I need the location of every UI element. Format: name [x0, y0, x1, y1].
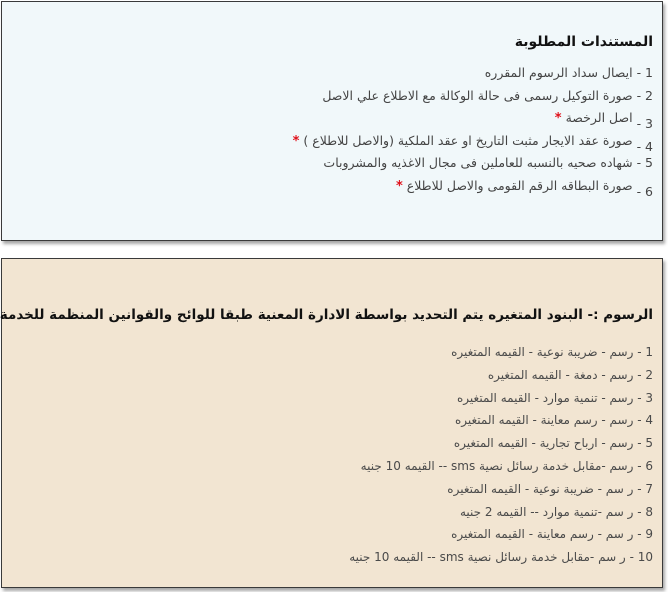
item-number: 10 - [629, 550, 653, 565]
list-item [460, 505, 653, 519]
item-number: 5 - [637, 436, 653, 451]
item-number: 3 - [637, 390, 653, 405]
list-item [488, 368, 653, 382]
item-number: 8 - [637, 504, 653, 519]
item-number: 2 - [637, 367, 653, 382]
required-asterisk-icon: * [554, 111, 562, 127]
list-item [361, 459, 653, 473]
fees-panel [1, 258, 663, 588]
item-text: رسم - تنمية موارد - القيمه المتغيره [457, 390, 634, 405]
required-documents-panel [1, 1, 663, 241]
item-number: 6 - [636, 184, 653, 199]
item-number: 7 - [637, 481, 653, 496]
list-item [455, 413, 653, 427]
list-item [349, 550, 653, 564]
list-item [292, 132, 653, 154]
item-text: رسم - رسم معاينة - القيمه المتغيره [454, 413, 634, 428]
item-number: 3 - [636, 116, 653, 132]
item-text: ايصال سداد الرسوم المقرره [484, 65, 633, 80]
required-documents-title: المستندات المطلوبة [514, 34, 653, 50]
list-item [451, 527, 653, 541]
item-text: اصل الرخصة [565, 110, 633, 126]
item-number: 5 - [636, 155, 653, 171]
item-text: رسم -مقابل خدمة رسائل نصية sms -- القيمه 10 جنيه [360, 459, 634, 473]
item-number: 1 - [636, 65, 653, 80]
item-text: ر سم - رسم معاينة - القيمه المتغيره [451, 527, 634, 542]
item-text: ر سم -مقابل خدمة رسائل نصية sms -- القيمه 10 جنيه [349, 550, 626, 565]
required-asterisk-icon: * [395, 179, 403, 194]
item-text: ر سم - ضريبة نوعية - القيمه المتغيره [447, 481, 634, 496]
item-number: 4 - [636, 138, 653, 154]
item-text: شهاده صحيه بالنسبه للعاملين فى مجال الاغذيه والمشروبات [323, 155, 633, 171]
item-text: ر سم -تنمية موارد -- القيمه 2 جنيه [459, 504, 634, 519]
item-number: 1 - [637, 345, 653, 359]
item-number: 9 - [637, 527, 653, 542]
list-item [451, 345, 653, 359]
fees-title: الرسوم :- البنود المتغيره يتم التحديد بواسطة الادارة المعنية طبقا للوائح والقوانين المنظمة للخدمة [0, 307, 653, 323]
required-asterisk-icon: * [292, 133, 300, 149]
list-item [323, 155, 653, 170]
list-item [485, 65, 653, 80]
list-item [457, 391, 653, 405]
list-item [554, 110, 653, 132]
item-number: 4 - [637, 413, 653, 428]
item-text: رسم - دمغة - القيمه المتغيره [487, 367, 634, 382]
list-item [395, 178, 653, 199]
item-text: صورة البطاقه الرقم القومى والاصل للاطلاع [406, 178, 633, 193]
item-text: رسم - ارباح تجارية - القيمه المتغيره [453, 436, 634, 451]
item-text: صورة عقد الايجار مثبت التاريخ او عقد الملكية (والاصل للاطلاع ) [303, 132, 633, 148]
list-item [454, 436, 653, 450]
item-text: رسم - ضريبة نوعية - القيمه المتغيره [451, 345, 634, 359]
item-number: 2 - [636, 87, 653, 103]
item-number: 6 - [637, 459, 653, 473]
list-item [322, 88, 653, 103]
item-text: صورة التوكيل رسمى فى حالة الوكالة مع الاطلاع علي الاصل [322, 87, 633, 103]
list-item [447, 482, 653, 496]
